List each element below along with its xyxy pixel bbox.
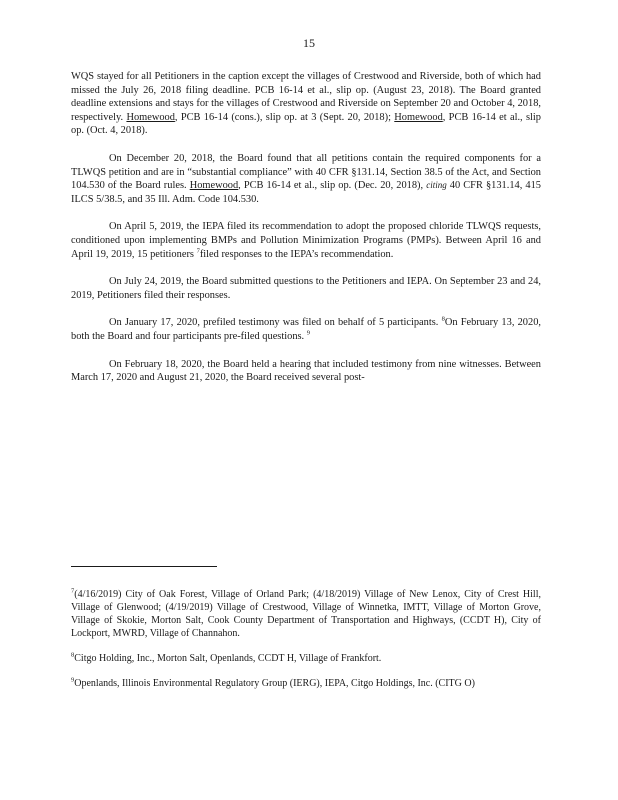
footnote-mark: 7 <box>71 587 75 595</box>
footnote-mark: 9 <box>71 676 75 684</box>
footnote-text: Openlands, Illinois Environmental Regulatory Group (IERG), IEPA, Citgo Holdings, Inc. (CITG O) <box>74 678 475 689</box>
footnote-text: (4/16/2019) City of Oak Forest, Village of Orland Park; (4/18/2019) Village of New Lenox, City of Crest Hill, Village of Glenwood; (4/19/2019) Village of Crestwood, Village of Winnetka, IMTT, Village of Morton Grove, Village of Skokie, Morton Salt, Cook County Department of Transportation and Highways, (CCDT H), City of Lockport, MWRD, Village of Channahon. <box>71 589 541 639</box>
text-run: On February 18, 2020, the Board held a hearing that included testimony from nine witnesses. Between March 17, 2020 and August 21, 2020, the Board received several post- <box>71 358 541 384</box>
footnote-ref-9: 9 <box>306 329 311 337</box>
page-number: 15 <box>303 36 315 50</box>
footnote-ref-8: 8 <box>441 315 445 323</box>
footnote-mark: 8 <box>71 651 75 659</box>
text-run: filed responses to the IEPA’s recommendation. <box>199 248 394 260</box>
text-run: , PCB 16-14 et al., slip op. (Dec. 20, 2018), <box>238 180 424 192</box>
footnote-7 <box>71 588 541 640</box>
citing-signal: citing <box>426 180 447 191</box>
text-run: On December 20, 2018, the Board found that all petitions contain the required components for a TLWQS petition and are in “substantial compliance” with 40 CFR §131.14, Section 38.5 of the Act, and Section 104.530 of the Board rules. <box>71 152 541 192</box>
paragraph-continued <box>71 70 541 138</box>
text-run: WQS stayed for all Petitioners in the caption except the villages of Crestwood and Riverside, both of which had missed the July 26, 2018 filing deadline. PCB 16-14 et al., slip op. (August 23, 2018). The Board granted deadline extensions and stays for the villages of Crestwood and Riverside on September 20 and October 4, 2018, respectively. <box>71 71 541 123</box>
paragraph-december-2018 <box>71 152 541 206</box>
text-run: 40 CFR §131.14, 415 ILCS 5/38.5, and 35 Ill. Adm. Code 104.530. <box>71 180 541 205</box>
text-run: On July 24, 2019, the Board submitted questions to the Petitioners and IEPA. On September 23 and 24, 2019, Petitioners filed their responses. <box>71 276 541 301</box>
text-run: , PCB 16-14 et al., slip op. (Oct. 4, 2018). <box>71 111 541 137</box>
paragraph-july-2019 <box>71 275 541 302</box>
paragraph-february-2020 <box>71 358 541 385</box>
footnote-8 <box>71 652 541 665</box>
footnote-divider <box>71 566 217 567</box>
text-run: , PCB 16-14 (cons.), slip op. at 3 (Sept. 20, 2018); <box>174 111 391 123</box>
paragraph-january-2020 <box>71 316 541 343</box>
case-name-homewood: Homewood <box>126 111 175 123</box>
case-name-homewood: Homewood <box>189 180 239 192</box>
footnote-ref-7: 7 <box>196 247 200 255</box>
text-run: On February 13, 2020, both the Board and four participants pre-filed questions. <box>71 317 541 342</box>
text-run: On January 17, 2020, prefiled testimony was filed on behalf of 5 participants. <box>109 317 439 329</box>
footnote-9 <box>71 677 541 690</box>
paragraph-april-2019 <box>71 220 541 261</box>
footnote-text: Citgo Holding, Inc., Morton Salt, Openlands, CCDT H, Village of Frankfort. <box>74 653 382 664</box>
body-text <box>71 70 541 385</box>
case-name-homewood: Homewood <box>394 111 443 123</box>
footnotes <box>71 588 541 702</box>
text-run: On April 5, 2019, the IEPA filed its recommendation to adopt the proposed chloride TLWQS requests, conditioned upon implementing BMPs and Pollution Minimization Programs (PMPs). Between April 16 and April 19, 2019, 15 petitioners <box>71 221 541 260</box>
